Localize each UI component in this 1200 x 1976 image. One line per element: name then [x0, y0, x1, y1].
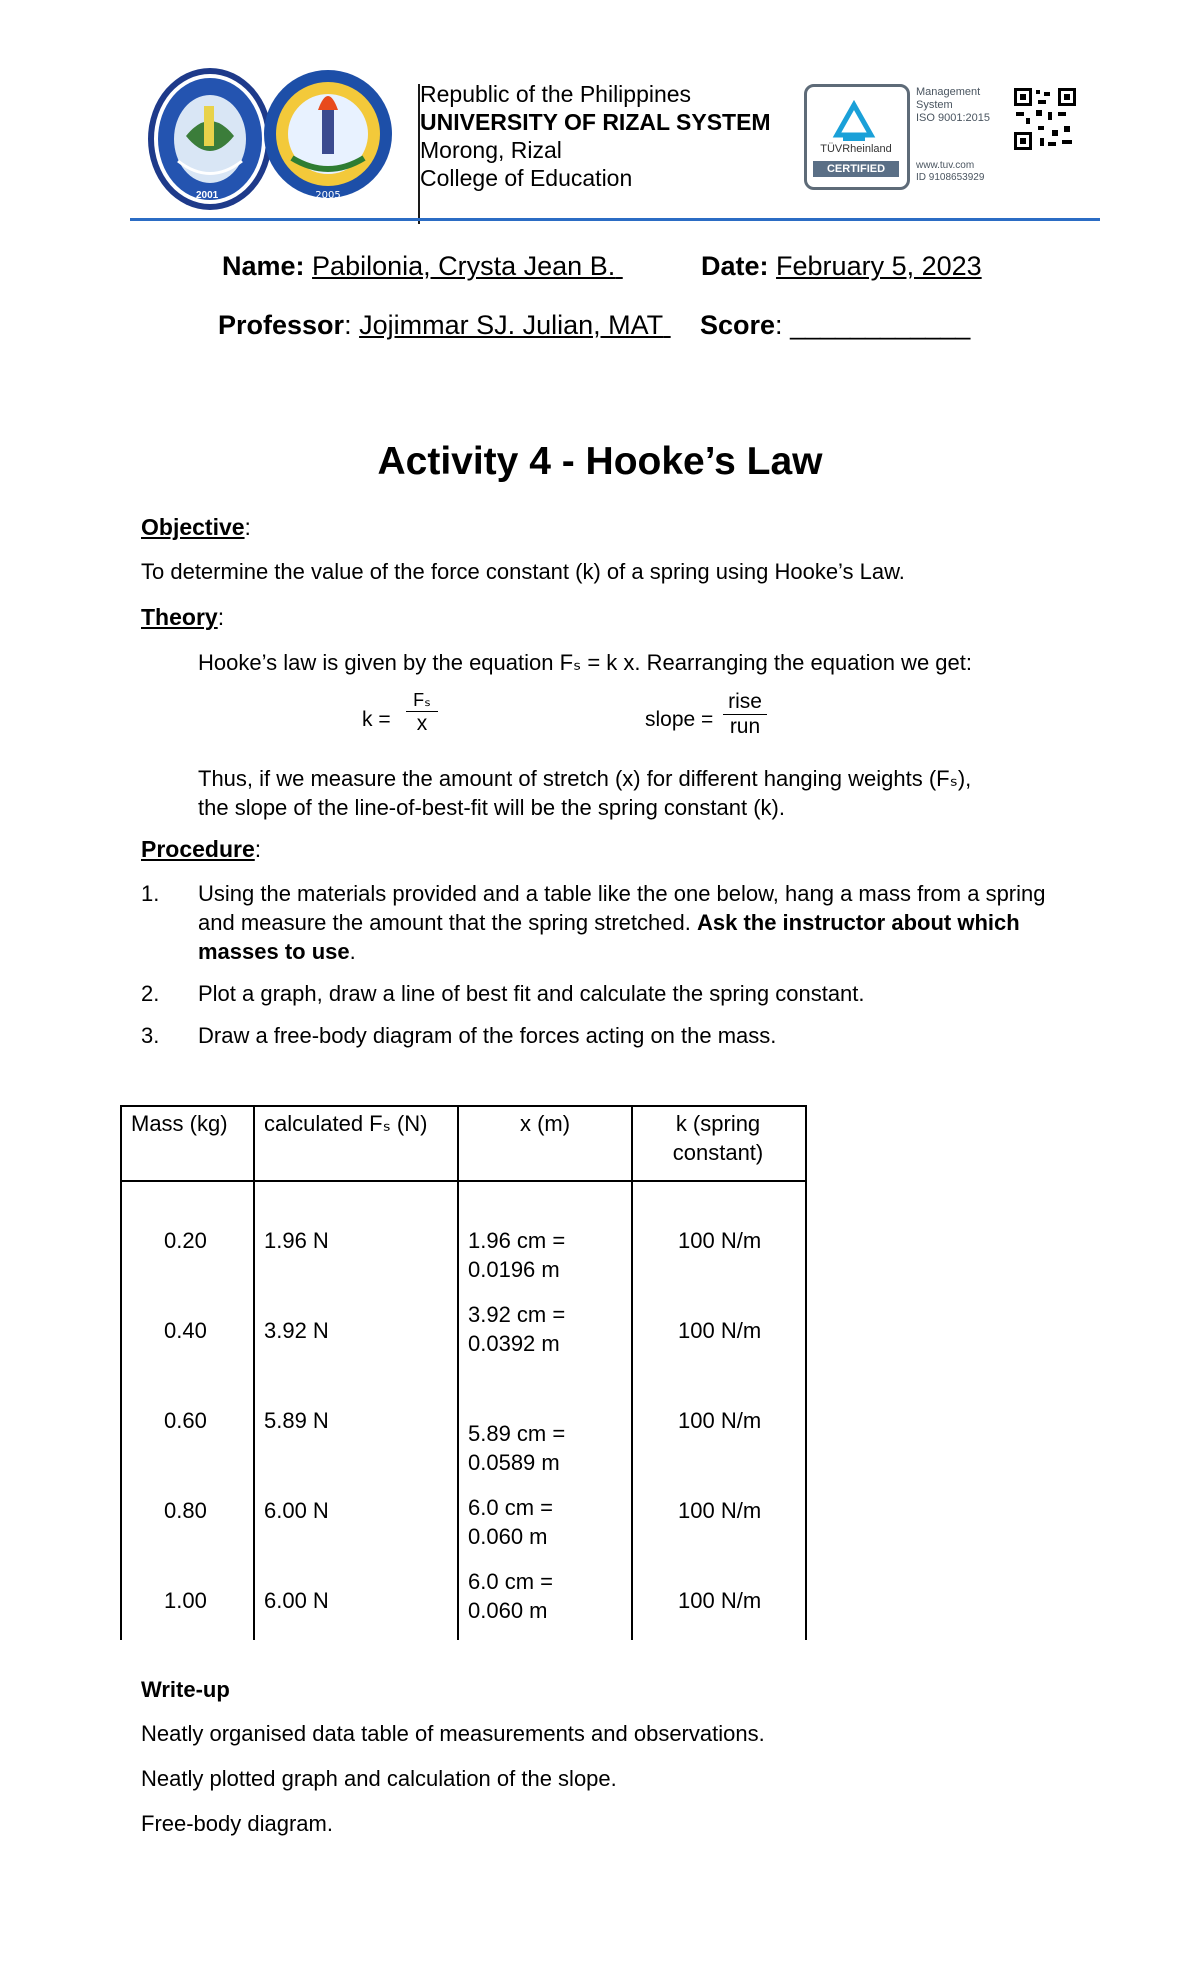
cell-mass: 1.00 [164, 1588, 207, 1613]
theory-label: Theory [141, 604, 218, 630]
activity-title: Activity 4 - Hooke’s Law [377, 440, 823, 483]
cell-force: 5.89 N [264, 1408, 329, 1433]
university-name: UNIVERSITY OF RIZAL SYSTEM [420, 109, 771, 135]
mgmt-line-3: ISO 9001:2015 [916, 112, 991, 124]
cell-stretch-cm: 6.0 cm = [468, 1495, 553, 1520]
university-seal [146, 66, 274, 212]
tuv-web: www.tuv.com [916, 160, 975, 171]
procedure-number-1: 1. [141, 881, 160, 906]
k-numerator: Fₛ [413, 690, 431, 710]
tuv-certification-logo [804, 84, 910, 190]
table-top-border [120, 1105, 807, 1107]
location-line: Morong, Rizal [420, 137, 562, 163]
cell-stretch-cm: 5.89 cm = [468, 1421, 566, 1446]
table-col-line-0 [120, 1105, 122, 1640]
tuv-web-text [916, 160, 984, 184]
professor-field: Professor: Jojimmar SJ. Julian, MAT [218, 310, 664, 340]
cell-force: 6.00 N [264, 1498, 329, 1523]
objective-text: To determine the value of the force constant (k) of a spring using Hooke’s Law. [141, 559, 905, 584]
mgmt-line-1: Management [916, 86, 981, 98]
procedure-item-3: Draw a free-body diagram of the forces acting on the mass. [198, 1023, 777, 1048]
college-line: College of Education [420, 165, 633, 191]
score-field: Score: ____________ [700, 310, 971, 340]
writeup-item-1: Neatly organised data table of measurements and observations. [141, 1721, 765, 1746]
tuv-name: TÜVRheinland [820, 143, 892, 155]
college-of-education-seal [262, 62, 394, 206]
writeup-item-3: Free-body diagram. [141, 1811, 333, 1836]
procedure-label: Procedure [141, 836, 255, 862]
cell-mass: 0.20 [164, 1228, 207, 1253]
cell-mass: 0.60 [164, 1408, 207, 1433]
theory-intro: Hooke’s law is given by the equation Fₛ = k x. Rearranging the equation we get: [198, 650, 972, 675]
professor-value: Jojimmar SJ. Julian, MAT [359, 310, 664, 340]
cell-force: 1.96 N [264, 1228, 329, 1253]
name-label: Name: [222, 251, 305, 281]
slope-lhs: slope = [645, 708, 714, 731]
seal-year: 2001 [196, 190, 219, 201]
svg-text:2005: 2005 [315, 190, 341, 201]
tuv-id: ID 9108653929 [916, 172, 985, 183]
table-col-line-4 [805, 1105, 807, 1640]
score-label: Score [700, 310, 776, 340]
procedure-item-2: Plot a graph, draw a line of best fit and calculate the spring constant. [198, 981, 865, 1006]
procedure-item-1-end: . [349, 939, 356, 964]
qr-code-icon [1012, 86, 1078, 152]
writeup-heading: Write-up [141, 1677, 230, 1702]
table-header-border [120, 1180, 807, 1182]
procedure-item-1-bold: Ask the instructor about which masses to use [198, 910, 1020, 964]
table-col-line-2 [457, 1105, 459, 1640]
country-line: Republic of the Philippines [420, 81, 692, 107]
cell-stretch-cm: 3.92 cm = [468, 1302, 566, 1327]
tuv-certified-badge: CERTIFIED [813, 161, 899, 177]
procedure-item-1-text: Using the materials provided and a table like the one below, hang a mass from a spring and measure the amount that the spring stretched. [198, 881, 1046, 935]
mgmt-line-2: System [916, 99, 953, 111]
cell-mass: 0.80 [164, 1498, 207, 1523]
theory-heading: Theory: [141, 604, 225, 630]
slope-denominator: run [723, 714, 767, 739]
cell-stretch-m: 0.0392 m [468, 1331, 560, 1356]
cell-stretch-m: 0.060 m [468, 1524, 548, 1549]
objective-heading: Objective: [141, 514, 251, 540]
theory-line-2: the slope of the line-of-best-fit will be the spring constant (k). [198, 795, 785, 820]
cell-mass: 0.40 [164, 1318, 207, 1343]
procedure-number-3: 3. [141, 1023, 160, 1048]
writeup-item-2: Neatly plotted graph and calculation of the slope. [141, 1766, 617, 1791]
date-value: February 5, 2023 [776, 251, 982, 281]
name-field [222, 251, 623, 282]
cell-stretch-m: 0.060 m [468, 1598, 548, 1623]
cell-stretch-m: 0.0196 m [468, 1257, 560, 1282]
procedure-heading: Procedure: [141, 836, 262, 862]
cell-stretch-cm: 1.96 cm = [468, 1228, 566, 1253]
theory-line-1: Thus, if we measure the amount of stretch (x) for different hanging weights (Fₛ), [198, 766, 972, 791]
table-col-line-1 [253, 1105, 255, 1640]
cell-stretch-cm: 6.0 cm = [468, 1569, 553, 1594]
procedure-item-1 [198, 879, 1058, 966]
table-col-line-3 [631, 1105, 633, 1640]
cell-stretch-m: 0.0589 m [468, 1450, 560, 1475]
cell-k: 100 N/m [678, 1588, 762, 1613]
header-text-block [420, 80, 771, 192]
cell-force: 6.00 N [264, 1588, 329, 1613]
score-blank: ____________ [790, 310, 971, 340]
table-header-force: calculated Fₛ (N) [264, 1111, 428, 1136]
cell-k: 100 N/m [678, 1318, 762, 1343]
table-header-stretch: x (m) [519, 1111, 571, 1136]
name-value: Pabilonia, Crysta Jean B. [312, 251, 616, 281]
cell-k: 100 N/m [678, 1498, 762, 1523]
cell-force: 3.92 N [264, 1318, 329, 1343]
date-label: Date: [701, 251, 769, 281]
table-header-mass: Mass (kg) [131, 1111, 228, 1136]
slope-numerator: rise [728, 690, 762, 713]
header-rule [130, 218, 1100, 221]
professor-label: Professor [218, 310, 345, 340]
cell-k: 100 N/m [678, 1408, 762, 1433]
k-lhs: k = [362, 708, 391, 731]
cell-k: 100 N/m [678, 1228, 762, 1253]
procedure-number-2: 2. [141, 981, 160, 1006]
objective-label: Objective [141, 514, 245, 540]
management-system-text [916, 86, 990, 125]
k-denominator: x [406, 711, 438, 736]
table-header-k: k (spring constant) [672, 1111, 764, 1165]
date-field [701, 251, 982, 282]
